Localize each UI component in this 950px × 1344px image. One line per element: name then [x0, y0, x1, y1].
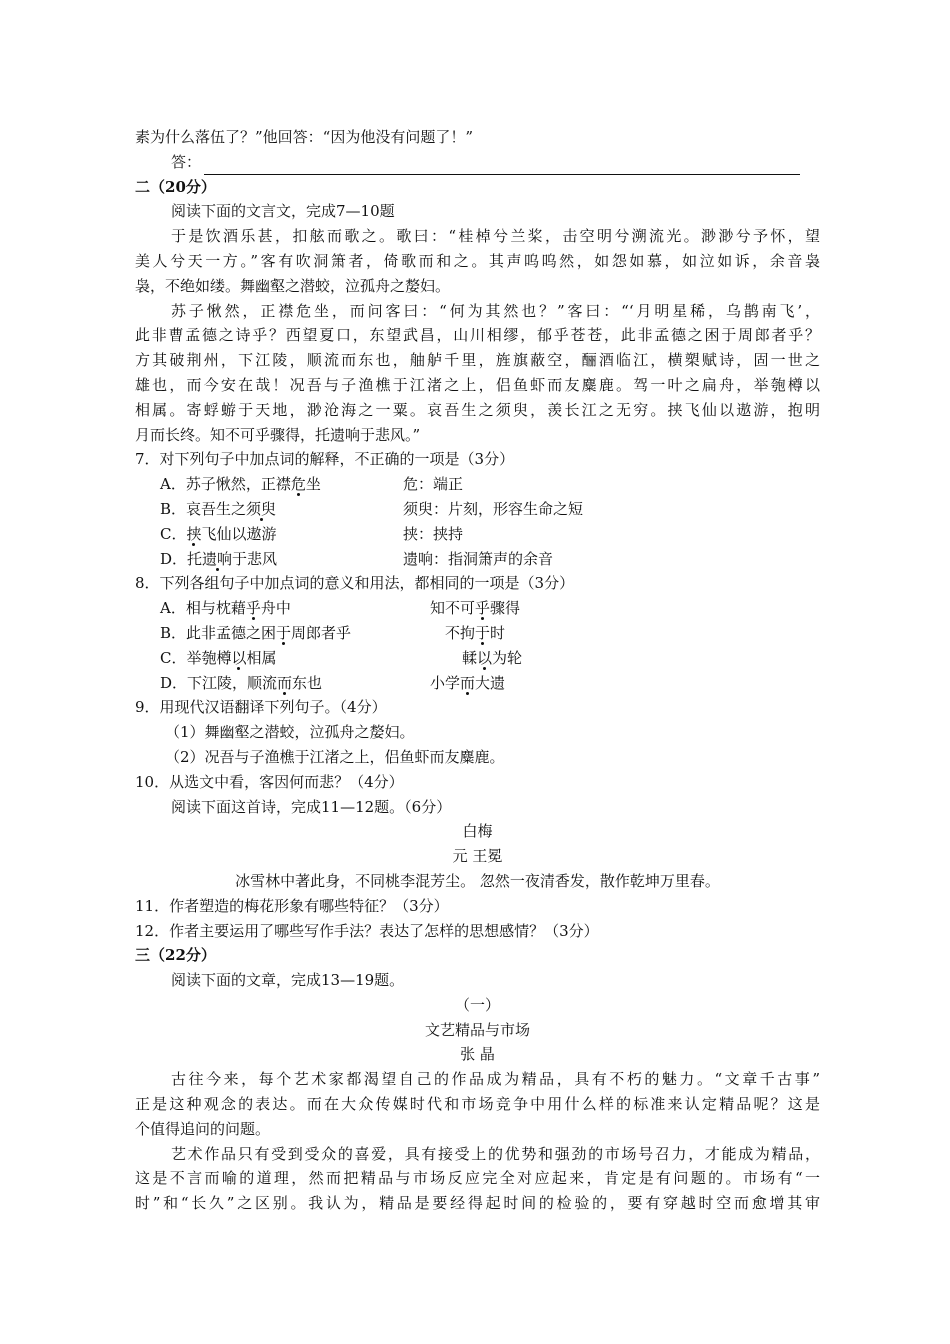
answer-label: 答：: [171, 152, 202, 171]
page-content: [135, 125, 820, 1216]
question-9: 9．用现代汉语翻译下列句子。（4分）: [135, 698, 387, 717]
text-line: 素为什么落伍了？”他回答：“因为他没有问题了！”: [135, 128, 474, 146]
poem-text: 冰雪林中著此身，不同桃李混芳尘。 忽然一夜清香发，散作乾坤万里春。: [235, 871, 720, 890]
dotted-word: 而: [460, 673, 476, 692]
passage-line: 于是饮酒乐甚，扣舷而歌之。歌曰：“桂棹兮兰桨，击空明兮溯流光。渺渺兮予怀，望: [171, 227, 820, 246]
dotted-word: 于: [475, 623, 491, 642]
passage-line: 相属。寄蜉蝣于天地，渺沧海之一粟。哀吾生之须臾，羡长江之无穷。挟飞仙以遨游，抱明: [135, 400, 820, 419]
essay-title: 文艺精品与市场: [424, 1020, 530, 1039]
dotted-word: 而: [277, 673, 293, 692]
passage-line: 方其破荆州，下江陵，顺流而东也，舳舻千里，旌旗蔽空，酾酒临江，横槊赋诗，固一世之: [135, 351, 820, 370]
passage-line: 此非曹孟德之诗乎？西望夏口，东望武昌，山川相缪，郁乎苍苍，此非孟德之困于周郎者乎？: [135, 326, 820, 345]
essay-line: 个值得追问的问题。: [135, 1119, 271, 1138]
dotted-word: 须臾: [246, 499, 277, 518]
essay-line: 正是这种观念的表达。而在大众传媒时代和市场竞争中用什么样的标准来认定精品呢？这是: [135, 1095, 820, 1114]
essay-line: 古往今来，每个艺术家都渴望自己的作品成为精品，具有不朽的魅力。“文章千古事”: [171, 1070, 820, 1089]
passage-line: 雄也，而今安在哉！况吾与子渔樵于江渚之上，侣鱼虾而友麋鹿。驾一叶之扁舟，举匏樽以: [135, 375, 820, 394]
essay-author: 张 晶: [460, 1045, 495, 1064]
question-7-option-c[interactable]: C．挟飞仙以遨游 挟：挟持: [160, 524, 464, 543]
dotted-word: 挟: [186, 524, 202, 543]
essay-line: 艺术作品只有受到受众的喜爱，具有接受上的优势和强劲的市场号召力，才能成为精品，: [171, 1144, 820, 1163]
dotted-word: 以: [231, 648, 247, 667]
passage-line: 袅，不绝如缕。舞幽壑之潜蛟，泣孤舟之嫠妇。: [135, 276, 451, 295]
dotted-word: 乎: [475, 599, 491, 618]
passage-line: 月而长终。知不可乎骤得，托遗响于悲风。”: [135, 425, 421, 444]
dotted-word: 危: [290, 475, 306, 494]
question-8-option-b[interactable]: B．此非孟德之困于周郎者乎 不拘于时: [160, 623, 506, 642]
essay-line: 这是不言而喻的道理，然而把精品与市场反应完全对应起来，肯定是有问题的。市场有“一: [135, 1169, 820, 1188]
section-heading-2: 二（20分）: [135, 177, 216, 196]
dotted-word: 乎: [245, 599, 261, 618]
poem-title: 白梅: [462, 822, 493, 841]
reading-instruction: 阅读下面的文言文，完成7—10题: [171, 202, 395, 221]
question-11: 11．作者塑造的梅花形象有哪些特征？（3分）: [135, 896, 449, 915]
question-7-option-a[interactable]: A．苏子愀然，正襟危坐 危：端正: [160, 475, 464, 494]
question-7: 7．对下列句子中加点词的解释，不正确的一项是（3分）: [135, 450, 515, 469]
dotted-word: 遗响: [202, 549, 233, 568]
question-10: 10．从选文中看，客因何而悲？（4分）: [135, 772, 404, 791]
poem-author: 元 王冕: [452, 847, 503, 866]
question-7-option-b[interactable]: B．哀吾生之须臾 须臾：片刻，形容生命之短: [160, 499, 584, 518]
question-8-option-c[interactable]: C．举匏樽以相属 輮以为轮: [160, 648, 523, 667]
question-8-option-a[interactable]: A．相与枕藉乎舟中 知不可乎骤得: [160, 599, 521, 618]
dotted-word: 于: [276, 623, 292, 642]
question-8: 8．下列各组句子中加点词的意义和用法，都相同的一项是（3分）: [135, 574, 575, 593]
question-12: 12．作者主要运用了哪些写作手法？表达了怎样的思想感情？（3分）: [135, 921, 599, 940]
reading-instruction: 阅读下面的文章，完成13—19题。: [171, 971, 405, 990]
question-8-option-d[interactable]: D．下江陵，顺流而东也 小学而大遗: [160, 673, 506, 692]
question-9-item: （2）况吾与子渔樵于江渚之上，侣鱼虾而友麋鹿。: [165, 747, 505, 766]
question-7-option-d[interactable]: D．托遗响于悲风 遗响：指洞箫声的余音: [160, 549, 554, 568]
dotted-word: 以: [477, 648, 493, 667]
passage-line: 美人兮天一方。”客有吹洞箫者，倚歌而和之。其声呜呜然，如怨如慕，如泣如诉，余音袅: [135, 251, 820, 270]
essay-line: 时”和“长久”之区别。我认为，精品是要经得起时间的检验的，要有穿越时空而愈增其审: [135, 1194, 820, 1213]
essay-part-label: （一）: [454, 995, 500, 1014]
question-9-item: （1）舞幽壑之潜蛟，泣孤舟之嫠妇。: [165, 723, 415, 742]
section-heading-3: 三（22分）: [135, 946, 216, 965]
passage-line: 苏子愀然，正襟危坐，而问客曰：“何为其然也？”客曰：“‘月明星稀，乌鹊南飞’，: [171, 301, 820, 320]
reading-instruction: 阅读下面这首诗，完成11—12题。（6分）: [171, 797, 452, 816]
answer-row: [135, 150, 820, 175]
answer-blank-line[interactable]: [204, 156, 800, 175]
